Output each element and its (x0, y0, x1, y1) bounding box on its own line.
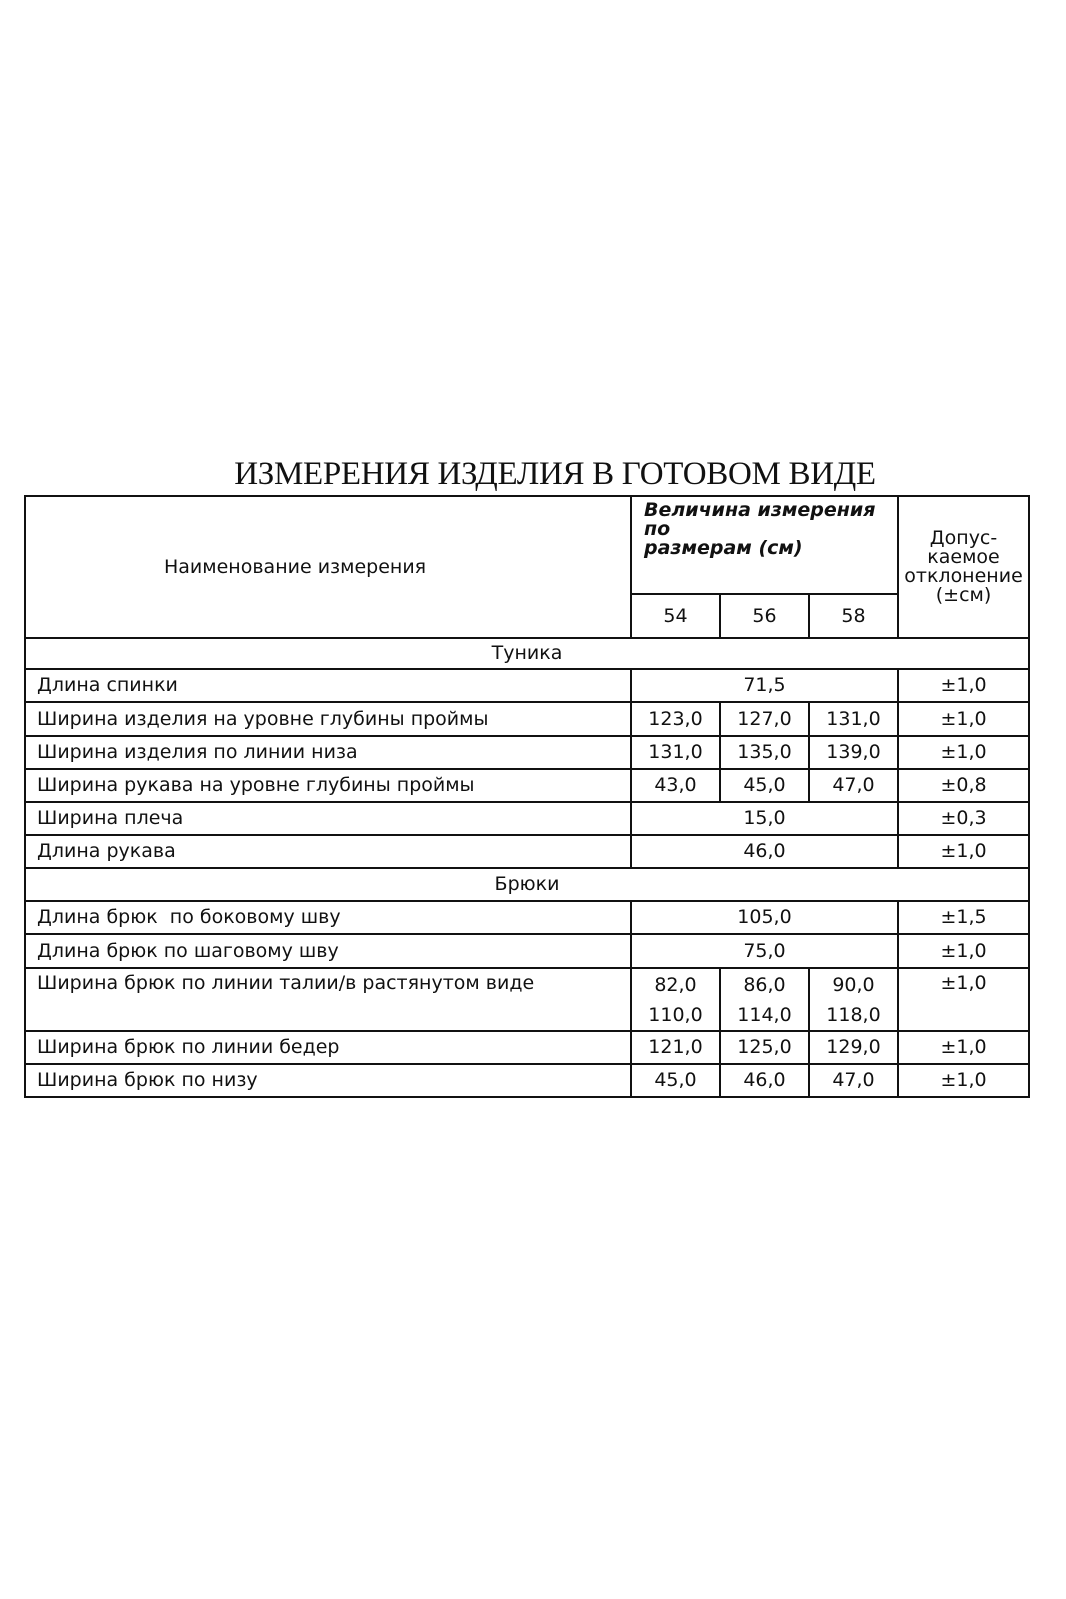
measurement-value: 131,0 (809, 702, 898, 736)
header-name-label: Наименование измерения (164, 555, 427, 578)
header-tolerance-line-1: Допус- (929, 527, 998, 549)
measurement-tolerance: ±1,0 (898, 702, 1029, 736)
measurement-value: 43,0 (631, 769, 720, 802)
measurement-value: 75,0 (631, 934, 898, 968)
size-54: 54 (631, 594, 720, 638)
measurement-name: Ширина изделия на уровне глубины проймы (25, 702, 631, 736)
measurement-value (631, 968, 720, 1031)
value-stretched: 110,0 (648, 1003, 703, 1026)
measurement-value: 135,0 (720, 736, 809, 769)
measurement-tolerance: ±1,0 (898, 934, 1029, 968)
measurement-tolerance: ±0,8 (898, 769, 1029, 802)
header-tolerance-line-2: каемое (927, 546, 1000, 568)
section-trousers: Брюки (25, 868, 1029, 901)
table-row (25, 702, 1029, 736)
table-row (25, 1031, 1029, 1064)
measurement-value: 71,5 (631, 669, 898, 702)
measurement-value: 47,0 (809, 769, 898, 802)
measurement-value: 121,0 (631, 1031, 720, 1064)
header-tolerance-column (898, 496, 1029, 638)
measurement-name: Ширина изделия по линии низа (25, 736, 631, 769)
header-value-line-1: Величина измерения по (644, 499, 876, 540)
measurement-tolerance: ±1,0 (898, 1031, 1029, 1064)
measurement-value: 46,0 (631, 835, 898, 868)
measurement-value: 45,0 (631, 1064, 720, 1097)
measurement-value (720, 968, 809, 1031)
measurement-name: Длина брюк по боковому шву (25, 901, 631, 934)
table-row (25, 968, 1029, 1031)
table-row (25, 802, 1029, 835)
measurement-value: 46,0 (720, 1064, 809, 1097)
measurement-value: 123,0 (631, 702, 720, 736)
header-value-line-2: размерам (см) (644, 537, 803, 559)
measurement-tolerance: ±1,0 (898, 835, 1029, 868)
measurement-value: 45,0 (720, 769, 809, 802)
measurement-tolerance: ±1,0 (898, 968, 1029, 1031)
table-row (25, 934, 1029, 968)
measurement-value (809, 968, 898, 1031)
value-relaxed: 90,0 (832, 973, 875, 996)
measurement-name: Ширина брюк по линии талии/в растянутом виде (25, 968, 631, 1031)
table-row (25, 1064, 1029, 1097)
measurement-value: 129,0 (809, 1031, 898, 1064)
measurement-value: 47,0 (809, 1064, 898, 1097)
measurement-name: Длина брюк по шаговому шву (25, 934, 631, 968)
measurement-name: Ширина брюк по линии бедер (25, 1031, 631, 1064)
measurement-tolerance: ±1,0 (898, 669, 1029, 702)
measurement-value: 15,0 (631, 802, 898, 835)
measurement-value: 125,0 (720, 1031, 809, 1064)
value-stretched: 118,0 (826, 1003, 881, 1026)
measurement-name: Ширина плеча (25, 802, 631, 835)
measurement-tolerance: ±0,3 (898, 802, 1029, 835)
section-tunic: Туника (25, 638, 1029, 669)
value-relaxed: 86,0 (743, 973, 786, 996)
header-tolerance-line-3: отклонение (904, 565, 1023, 587)
header-value-column (631, 496, 898, 594)
measurement-tolerance: ±1,0 (898, 1064, 1029, 1097)
measurement-name: Длина рукава (25, 835, 631, 868)
measurement-value: 105,0 (631, 901, 898, 934)
size-58: 58 (809, 594, 898, 638)
measurement-tolerance: ±1,0 (898, 736, 1029, 769)
measurement-value: 127,0 (720, 702, 809, 736)
header-name-column (25, 496, 631, 638)
measurement-value: 131,0 (631, 736, 720, 769)
table-row (25, 901, 1029, 934)
header-tolerance-line-4: (±см) (935, 584, 992, 606)
measurements-table (24, 495, 1030, 1098)
table-row (25, 736, 1029, 769)
measurement-value: 139,0 (809, 736, 898, 769)
size-56: 56 (720, 594, 809, 638)
measurement-tolerance: ±1,5 (898, 901, 1029, 934)
table-row (25, 835, 1029, 868)
value-relaxed: 82,0 (654, 973, 697, 996)
value-stretched: 114,0 (737, 1003, 792, 1026)
measurement-name: Ширина рукава на уровне глубины проймы (25, 769, 631, 802)
table-row (25, 669, 1029, 702)
table-row (25, 769, 1029, 802)
page-title: ИЗМЕРЕНИЯ ИЗДЕЛИЯ В ГОТОВОМ ВИДЕ (234, 456, 876, 492)
measurement-name: Длина спинки (25, 669, 631, 702)
measurement-name: Ширина брюк по низу (25, 1064, 631, 1097)
